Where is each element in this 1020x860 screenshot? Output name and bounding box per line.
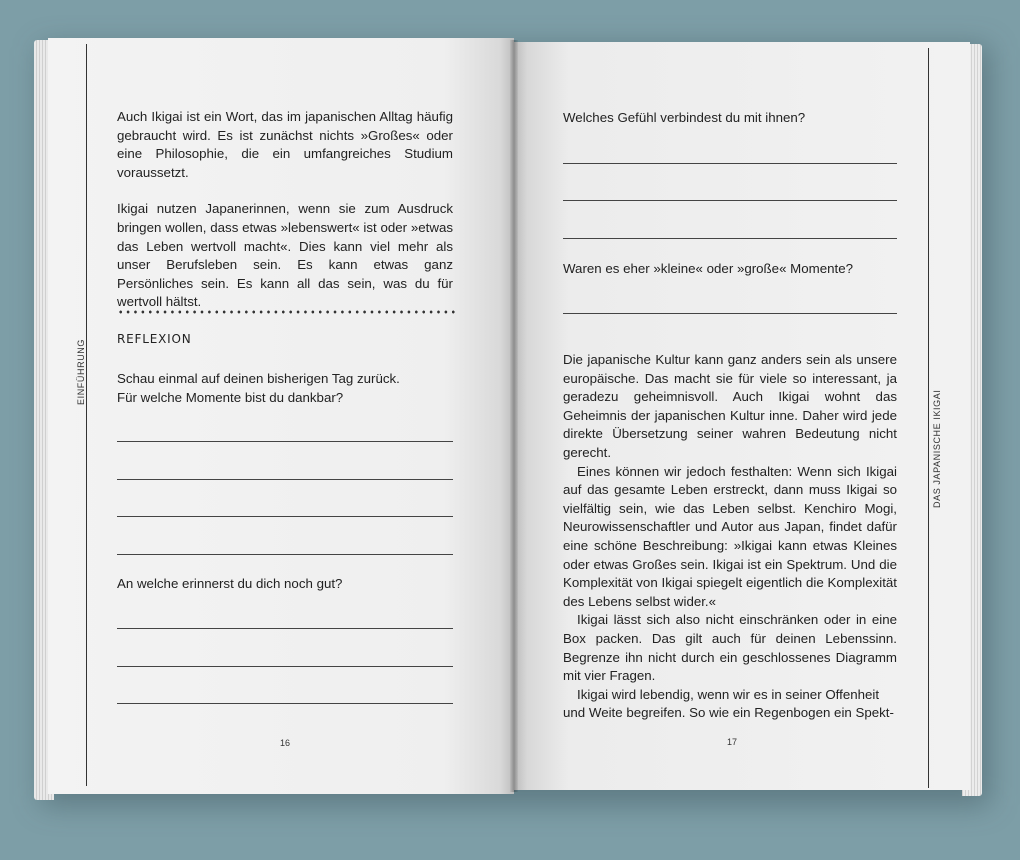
answer-line[interactable] (117, 441, 453, 442)
right-paragraph-2: Eines können wir jedoch festhalten: Wenn sich Ikigai auf das gesamte Leben erstreckt, dann muss Ikigai so vielfältig sein, wie das Leben selbst. Kenchiro Mogi, Neurowissenschaftler und Autor aus Japan, findet dafür eine schöne Beschreibung: »Ikigai kann etwas Kleines oder etwas Großes sein. Ikigai ist ein Spektrum. Und die Komplexität von Ikigai spiegelt eigentlich die Komplexität des Lebens selbst wider.« (563, 463, 897, 609)
left-side-label: EINFÜHRUNG (76, 339, 86, 405)
answer-line[interactable] (117, 516, 453, 517)
left-side-rule (86, 44, 87, 786)
right-question-1: Welches Gefühl verbindest du mit ihnen? (563, 110, 806, 125)
answer-line[interactable] (117, 666, 453, 667)
left-question-1-line-1: Schau einmal auf deinen bisherigen Tag zurück. (117, 371, 400, 386)
left-question-1-line-2: Für welche Momente bist du dankbar? (117, 390, 344, 405)
answer-line[interactable] (117, 628, 453, 629)
right-paragraph-3: Ikigai lässt sich also nicht einschränken oder in eine Box packen. Das gilt auch für deinen Lebenssinn. Begrenze ihn nicht durch ein geschlossenes Diagramm mit vier Fragen. (563, 612, 897, 684)
answer-line[interactable] (563, 238, 897, 239)
answer-line[interactable] (563, 313, 897, 314)
dotted-divider (117, 310, 455, 314)
left-body-text (117, 108, 453, 330)
right-paragraph-1: Die japanische Kultur kann ganz anders sein als unsere europäische. Das macht sie für viele so interessant, ja geradezu geheimnisvoll. Auch Ikigai wohnt das Geheimnis der japanischen Kultur inne. Daher wird jede direkte Übersetzung seiner wahren Bedeutung nicht gerecht. (563, 352, 897, 460)
left-paragraph-2: Ikigai nutzen Japanerinnen, wenn sie zum Ausdruck bringen wollen, dass etwas »lebenswert« ist oder »etwas das Leben wertvoll macht«. Dies kann viel mehr als unser Berufsleben sein. Es kann etwas ganz Persönliches sein. Es kann all das sein, was du für wertvoll hältst. (117, 201, 453, 310)
right-body-text (563, 351, 897, 723)
right-paragraph-4: Ikigai wird lebendig, wenn wir es in seiner Offenheit und Weite begreifen. So wie ein Regenbogen ein Spekt- (563, 686, 894, 721)
left-question-2: An welche erinnerst du dich noch gut? (117, 576, 343, 591)
answer-line[interactable] (563, 200, 897, 201)
answer-line[interactable] (117, 479, 453, 480)
section-heading: REFLEXION (117, 332, 192, 346)
page-number-right: 17 (727, 737, 738, 747)
right-side-label: DAS JAPANISCHE IKIGAI (932, 389, 942, 508)
book-gutter (510, 40, 518, 792)
left-paragraph-1: Auch Ikigai ist ein Wort, das im japanischen Alltag häufig gebraucht wird. Es ist zunächst nichts »Großes« oder eine Philosophie, die ein umfangreiches Studium voraussetzt. (117, 109, 453, 180)
right-question-2: Waren es eher »kleine« oder »große« Momente? (563, 261, 853, 276)
answer-line[interactable] (117, 703, 453, 704)
answer-line[interactable] (563, 163, 897, 164)
page-number-left: 16 (280, 738, 291, 748)
answer-line[interactable] (117, 554, 453, 555)
right-side-rule (928, 48, 929, 788)
